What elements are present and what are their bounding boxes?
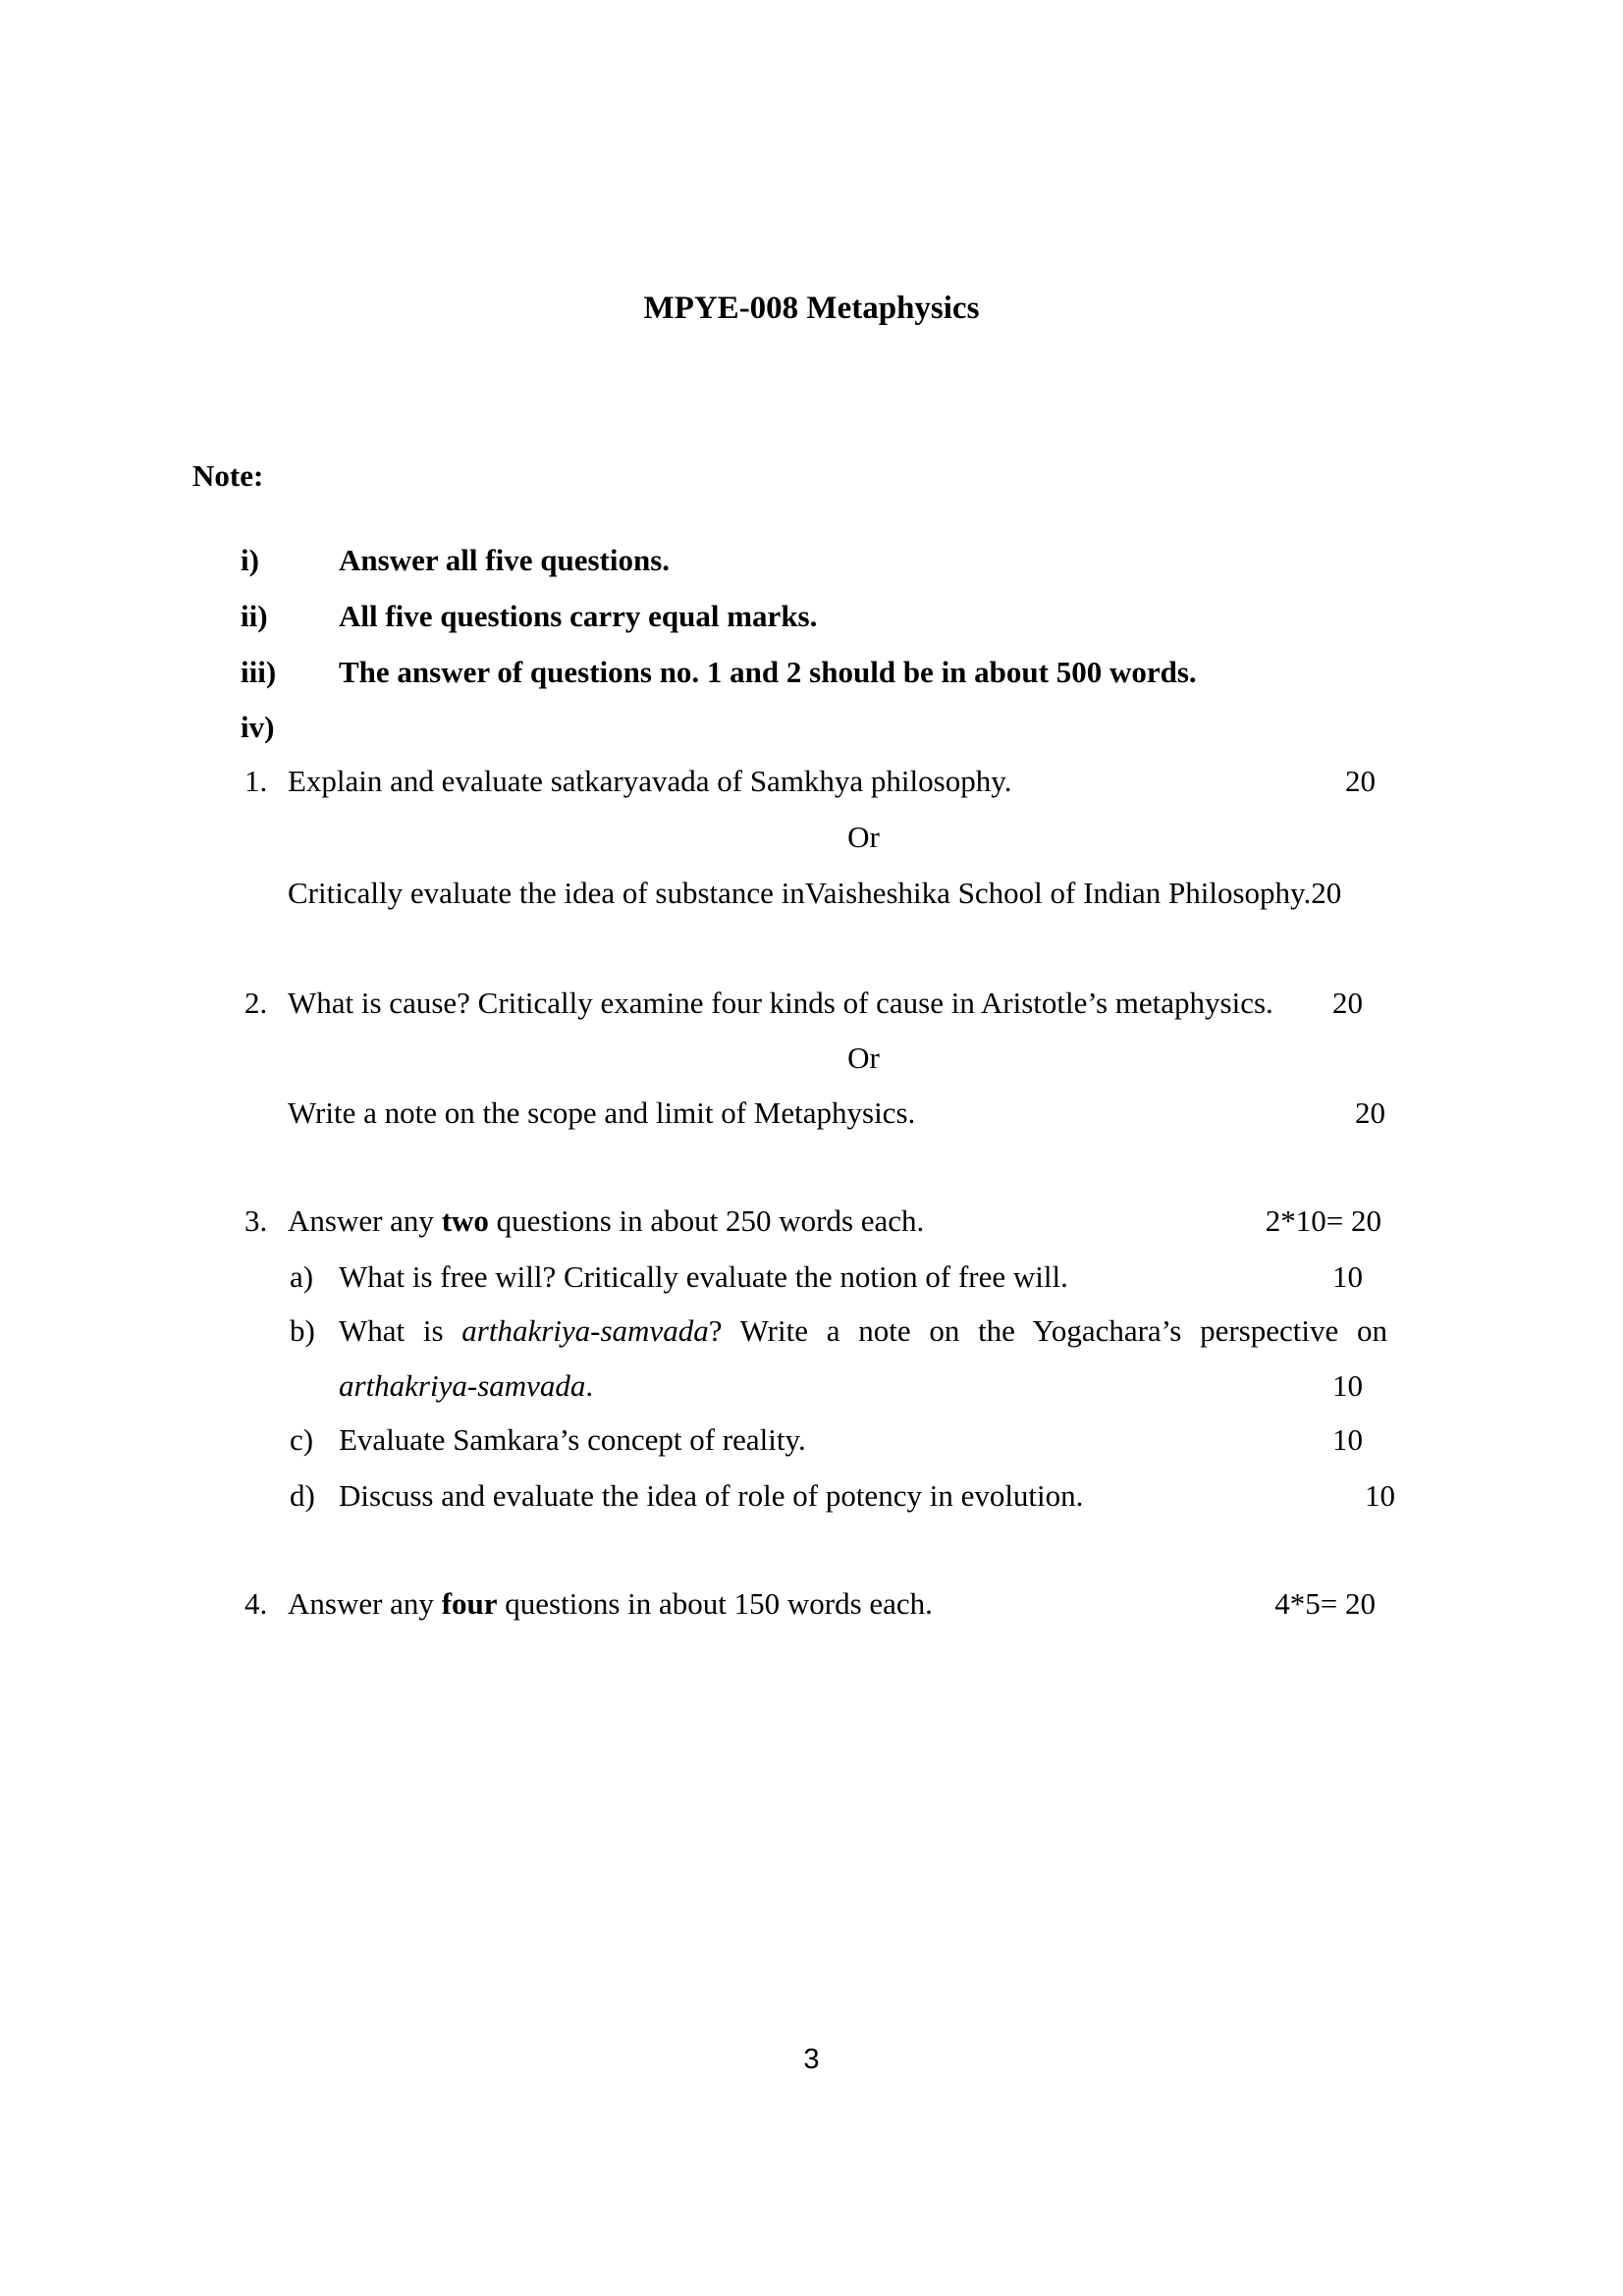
question-2-alternative	[192, 1095, 1387, 1131]
note-item-text: All five questions carry equal marks.	[339, 599, 818, 633]
marks-value: 4*5= 20	[1274, 1586, 1376, 1621]
question-text	[288, 1202, 1250, 1239]
or-separator	[192, 1040, 1387, 1076]
question-text-segment: questions in about 250 words each.	[488, 1203, 925, 1238]
sub-question-c	[192, 1421, 1387, 1458]
or-label: Or	[847, 820, 880, 854]
marks-value: 20	[1345, 764, 1376, 798]
sub-question-text-segment: What is	[339, 1313, 462, 1348]
sub-question-b	[192, 1312, 1387, 1349]
sub-question-text-segment: .	[585, 1368, 594, 1403]
note-item-iii	[192, 654, 1387, 690]
or-separator	[192, 819, 1387, 855]
sub-question-number: d)	[290, 1478, 315, 1513]
page-title: MPYE-008 Metaphysics	[643, 291, 980, 326]
sub-question-text-segment: ? Write a note on the Yogachara’s perspective on	[708, 1313, 1387, 1348]
question-1	[192, 763, 1387, 799]
marks-value: 20	[1355, 1095, 1385, 1130]
marks-value: 10	[1365, 1478, 1395, 1513]
note-item-number: i)	[241, 543, 259, 577]
sub-question-d	[192, 1477, 1395, 1514]
sub-question-text-italic-segment: arthakriya-samvada	[461, 1313, 709, 1348]
question-text-segment: questions in about 150 words each.	[497, 1586, 933, 1621]
sub-question-b-continued	[192, 1367, 1387, 1404]
note-item-text	[339, 709, 1387, 745]
sub-question-text: Evaluate Samkara’s concept of reality.	[339, 1422, 806, 1457]
question-number: 2.	[244, 986, 268, 1020]
sub-question-number: a)	[290, 1259, 314, 1294]
note-item-text: Answer all five questions.	[339, 543, 671, 577]
marks-value: 10	[1332, 1259, 1363, 1294]
question-number: 3.	[244, 1203, 268, 1238]
sub-question-number: c)	[290, 1422, 314, 1457]
marks-value: 2*10= 20	[1265, 1203, 1381, 1238]
note-label: Note:	[192, 458, 264, 493]
question-text: Explain and evaluate satkaryavada of Samkhya philosophy.	[288, 764, 1012, 798]
note-heading	[192, 457, 1387, 494]
question-text: What is cause? Critically examine four kinds of cause in Aristotle’s metaphysics.	[288, 986, 1273, 1020]
note-item-ii	[192, 598, 1387, 634]
or-label: Or	[847, 1041, 880, 1075]
page-number: 3	[803, 2044, 820, 2075]
question-number: 1.	[244, 764, 268, 798]
sub-question-text: Discuss and evaluate the idea of role of potency in evolution.	[339, 1478, 1084, 1513]
note-item-number: iv)	[241, 710, 275, 744]
sub-question-text-italic-segment: arthakriya-samvada	[339, 1368, 586, 1403]
sub-question-number: b)	[290, 1313, 315, 1348]
note-item-number: ii)	[241, 599, 268, 633]
sub-question-text	[339, 1312, 1387, 1349]
question-text-segment: Answer any	[288, 1586, 442, 1621]
marks-value: 20	[1332, 986, 1363, 1020]
question-text-bold-segment: four	[441, 1586, 498, 1621]
question-4	[192, 1585, 1387, 1622]
note-item-text: The answer of questions no. 1 and 2 should be in about 500 words.	[339, 655, 1197, 689]
question-number: 4.	[244, 1586, 268, 1621]
note-item-iv	[192, 709, 1387, 745]
question-text: Critically evaluate the idea of substance inVaisheshika School of Indian Philosophy.20	[288, 876, 1342, 910]
question-2	[192, 985, 1387, 1021]
question-1-alternative	[192, 875, 1387, 911]
question-text-bold-segment: two	[441, 1203, 489, 1238]
question-text	[288, 1585, 1259, 1622]
question-text: Write a note on the scope and limit of Metaphysics.	[288, 1095, 916, 1130]
note-item-i	[192, 542, 1387, 578]
question-3	[192, 1202, 1387, 1239]
sub-question-a	[192, 1258, 1387, 1295]
sub-question-text	[339, 1367, 1317, 1404]
marks-value: 10	[1332, 1422, 1363, 1457]
marks-value: 10	[1332, 1368, 1363, 1403]
question-text-segment: Answer any	[288, 1203, 442, 1238]
sub-question-text: What is free will? Critically evaluate the notion of free will.	[339, 1259, 1068, 1294]
note-item-number: iii)	[241, 655, 277, 689]
